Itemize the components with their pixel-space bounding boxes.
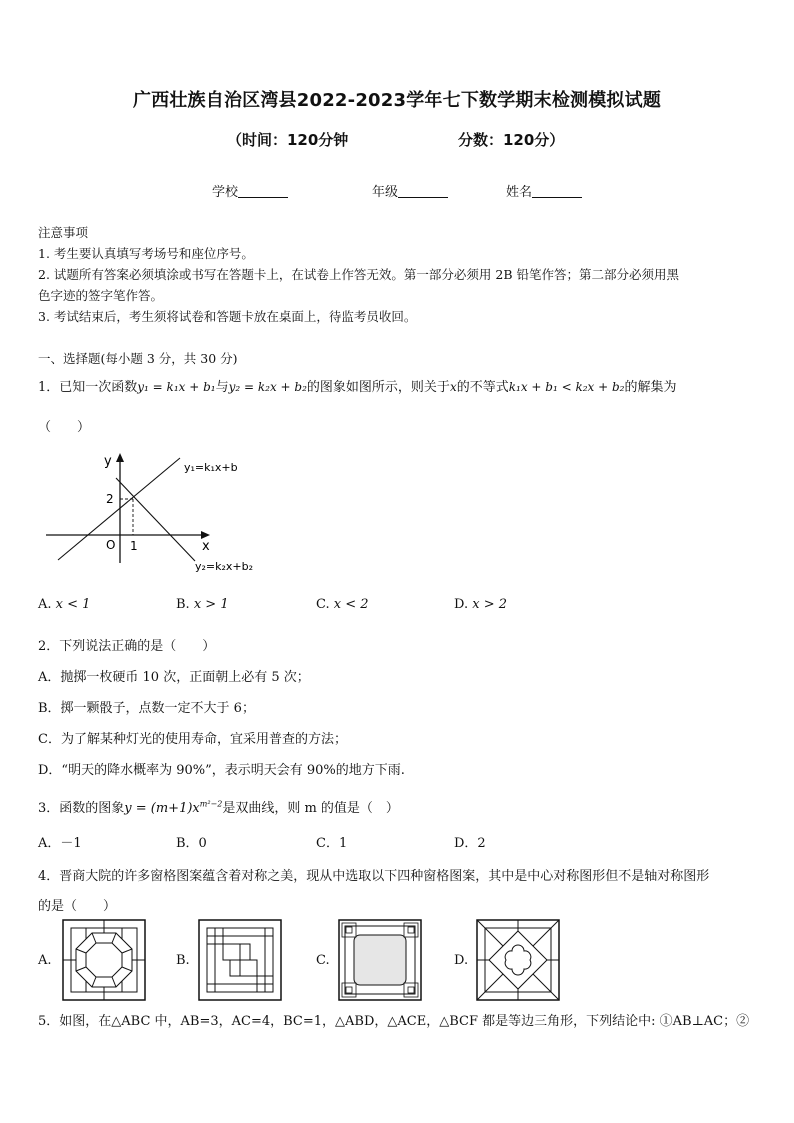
tick-x-label: 1 (130, 539, 138, 553)
x-axis-label: x (202, 539, 210, 554)
q1-option-b[interactable]: B. x > 1 (176, 597, 229, 612)
q1-option-d[interactable]: D. x > 2 (454, 597, 507, 612)
grade-blank (398, 185, 448, 198)
note-2-cont: 色字迹的签字笔作答。 (38, 288, 164, 303)
line1-label: y₁=k₁x+b (184, 461, 238, 474)
note-1: 1. 考生要认真填写考场号和座位序号。 (38, 246, 254, 261)
q2-option-a[interactable]: A．抛掷一枚硬币 10 次，正面朝上必有 5 次； (38, 670, 310, 685)
q4-stem-cont: 的是（ ） (38, 899, 117, 914)
q4-window-c[interactable] (338, 919, 422, 1001)
q1-eq1: y₁ = k₁x + b₁ (137, 380, 216, 394)
q3-suffix: 是双曲线，则 m 的值是（ ） (222, 801, 399, 816)
q4-option-a-letter[interactable]: A. (38, 953, 52, 968)
notes-heading: 注意事项 (38, 225, 89, 240)
q1-option-c[interactable]: C. x < 2 (316, 597, 369, 612)
grade-field (372, 181, 448, 200)
q4-option-c-letter[interactable]: C. (316, 953, 330, 968)
line-y1 (58, 458, 180, 560)
q1-suffix: 的解集为 (624, 380, 677, 395)
q2-option-b[interactable]: B．掷一颗骰子，点数一定不大于 6； (38, 701, 255, 716)
name-label: 姓名 (506, 185, 533, 200)
q3-stem (38, 797, 399, 816)
school-blank (238, 185, 288, 198)
q3-formula: y = (m+1)x (124, 801, 200, 816)
q4-window-b[interactable] (198, 919, 282, 1001)
q1-option-a[interactable]: A. x < 1 (38, 597, 91, 612)
x-axis-arrow (201, 531, 210, 539)
grade-label: 年级 (372, 185, 399, 200)
note-2: 2. 试题所有答案必须填涂或书写在答题卡上，在试卷上作答无效。第一部分必须用 2B 铅笔作答；第二部分必须用黑 (38, 267, 679, 282)
name-field (506, 181, 582, 200)
q3-option-d[interactable]: D．2 (454, 836, 486, 851)
q1-mid2: 的不等式 (456, 380, 509, 395)
q4-option-b-letter[interactable]: B. (176, 953, 190, 968)
q3-option-c[interactable]: C．1 (316, 836, 348, 851)
y-axis-arrow (116, 453, 124, 462)
q4-window-d[interactable] (476, 919, 560, 1001)
q4-stem: 4．晋商大院的许多窗格图案蕴含着对称之美，现从中选取以下四种窗格图案，其中是中心对称图形但不是轴对称图形 (38, 869, 710, 884)
line-y2 (116, 478, 195, 561)
note-3: 3. 考试结束后，考生须将试卷和答题卡放在桌面上，待监考员收回。 (38, 309, 417, 324)
q1-ineq: k₁x + b₁ < k₂x + b₂ (508, 380, 625, 394)
school-label: 学校 (212, 185, 239, 200)
exam-score: 分数：120分） (458, 131, 565, 149)
name-blank (532, 185, 582, 198)
y-axis-label: y (104, 454, 112, 469)
origin-label: O (106, 538, 116, 552)
q1-var: x (449, 380, 457, 394)
q2-stem: 2．下列说法正确的是（ ） (38, 639, 216, 654)
q1-prefix: 1．已知一次函数 (38, 380, 138, 395)
q1-stem (38, 376, 676, 395)
exam-time: （时间：120分钟 (227, 131, 349, 149)
q1-paren: （ ） (38, 420, 91, 435)
q5-stem: 5．如图，在△ABC 中，AB=3，AC=4，BC=1，△ABD，△ACE，△BCF 都是等边三角形，下列结论中: ①AB⊥AC；② (38, 1014, 750, 1029)
q3-exponent: m²−2 (199, 799, 223, 809)
q4-option-d-letter[interactable]: D. (454, 953, 469, 968)
q4-window-a[interactable] (62, 919, 146, 1001)
q1-mid: 的图象如图所示，则关于 (306, 380, 450, 395)
q3-option-b[interactable]: B．0 (176, 836, 207, 851)
q1-graph (40, 448, 280, 578)
exam-title: 广西壮族自治区湾县2022-2023学年七下数学期末检测模拟试题 (132, 90, 662, 111)
section-heading: 一、选择题(每小题 3 分，共 30 分) (38, 351, 238, 366)
tick-y-label: 2 (106, 492, 114, 506)
q1-and: 与 (215, 380, 229, 395)
q3-option-a[interactable]: A．－1 (38, 836, 82, 851)
school-field (212, 181, 288, 200)
q1-eq2: y₂ = k₂x + b₂ (228, 380, 307, 394)
q2-option-d[interactable]: D．“明天的降水概率为 90%”，表示明天会有 90%的地方下雨. (38, 763, 405, 778)
q2-option-c[interactable]: C．为了解某种灯光的使用寿命，宜采用普查的方法； (38, 732, 347, 747)
q3-prefix: 3．函数的图象 (38, 801, 125, 816)
line2-label: y₂=k₂x+b₂ (195, 560, 254, 573)
